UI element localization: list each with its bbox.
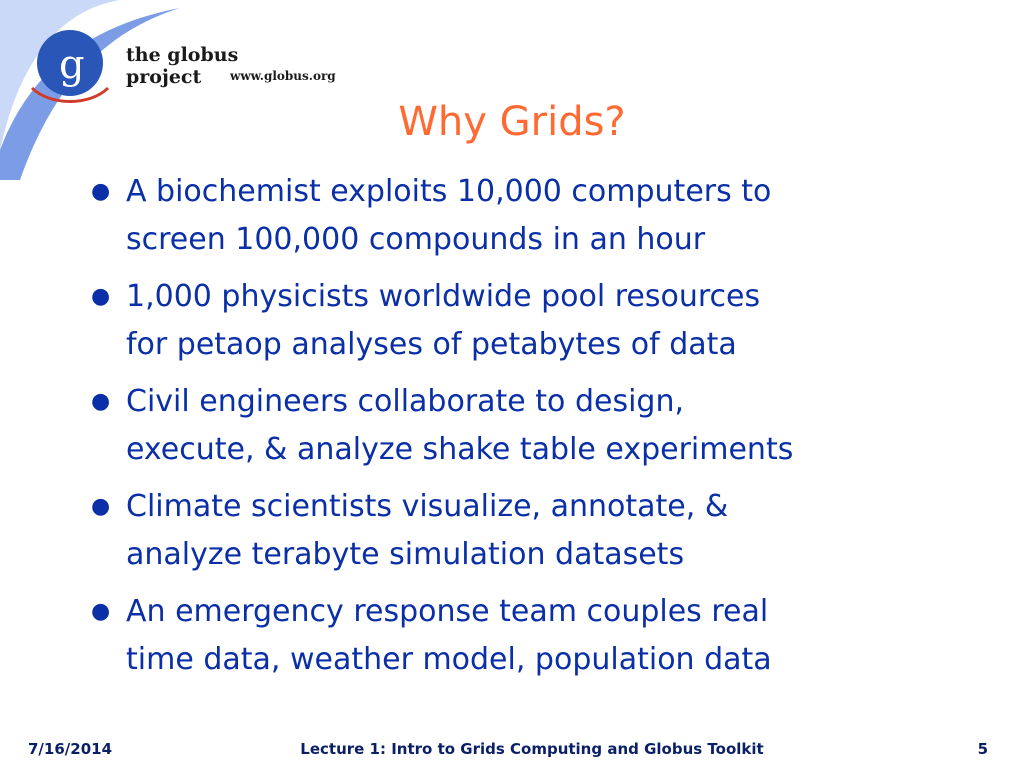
slide-footer bbox=[0, 738, 1024, 762]
bullet-line: Climate scientists visualize, annotate, & bbox=[126, 489, 729, 524]
bullet-list bbox=[85, 168, 985, 693]
bullet-item bbox=[85, 588, 985, 684]
footer-lecture-title: Lecture 1: Intro to Grids Computing and Globus Toolkit bbox=[300, 740, 764, 758]
bullet-dot-icon: ● bbox=[91, 389, 111, 414]
bullet-item bbox=[85, 273, 985, 369]
bullet-line: An emergency response team couples real bbox=[126, 594, 769, 629]
bullet-line: 1,000 physicists worldwide pool resources bbox=[126, 279, 761, 314]
bullet-line: Civil engineers collaborate to design, bbox=[126, 384, 685, 419]
footer-page-number: 5 bbox=[977, 740, 988, 758]
slide-title: Why Grids? bbox=[398, 99, 626, 145]
bullet-item bbox=[85, 483, 985, 579]
footer-date: 7/16/2014 bbox=[28, 740, 113, 758]
bullet-dot-icon: ● bbox=[91, 494, 111, 519]
bullet-line: analyze terabyte simulation datasets bbox=[126, 537, 685, 572]
bullet-item bbox=[85, 378, 985, 474]
bullet-line: execute, & analyze shake table experiments bbox=[126, 432, 794, 467]
bullet-line: A biochemist exploits 10,000 computers to bbox=[126, 174, 772, 209]
logo-letter: g bbox=[59, 42, 85, 88]
bullet-line: for petaop analyses of petabytes of data bbox=[126, 327, 737, 362]
bullet-dot-icon: ● bbox=[91, 284, 111, 309]
bullet-item bbox=[85, 168, 985, 264]
logo-url: www.globus.org bbox=[230, 69, 336, 83]
bullet-dot-icon: ● bbox=[91, 179, 111, 204]
bullet-dot-icon: ● bbox=[91, 599, 111, 624]
bullet-line: time data, weather model, population data bbox=[126, 642, 772, 677]
bullet-line: screen 100,000 compounds in an hour bbox=[126, 222, 706, 257]
logo-title: the globus project bbox=[126, 44, 239, 88]
